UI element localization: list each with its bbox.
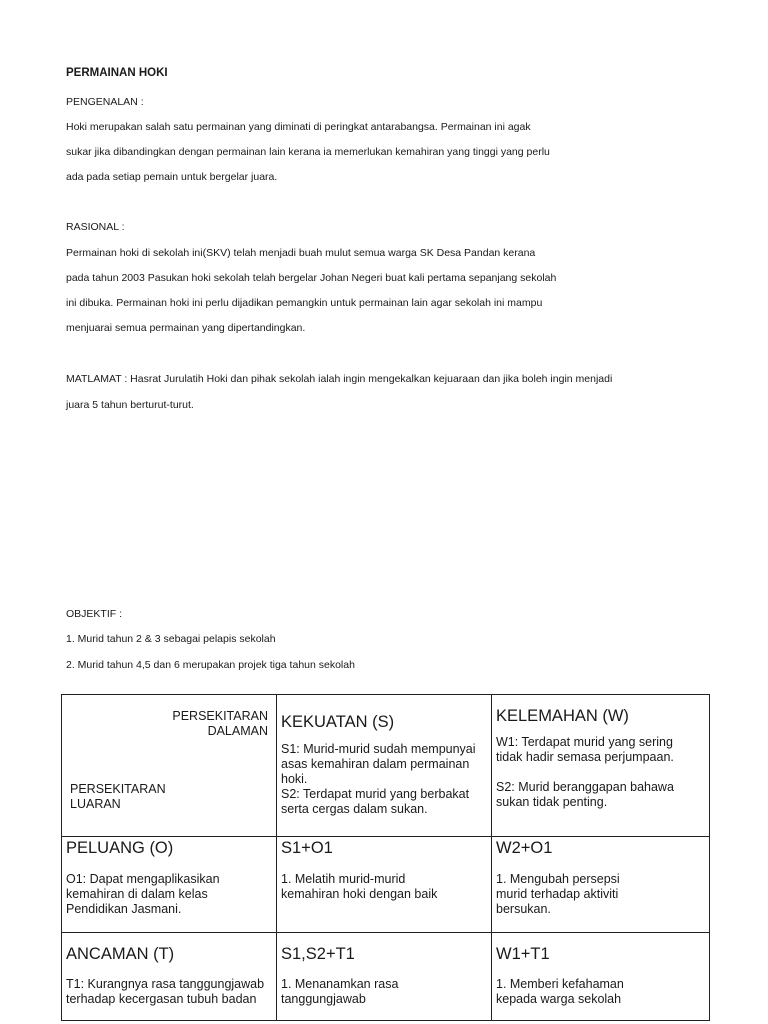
weaknesses-heading: KELEMAHAN (W)	[496, 707, 629, 725]
external-environment-label: PERSEKITARAN LUARAN	[70, 782, 166, 811]
weaknesses-cell	[492, 695, 710, 837]
st-strategy-heading: S1,S2+T1	[281, 945, 355, 963]
swot-corner-cell	[62, 695, 277, 837]
objektif-heading: OBJEKTIF :	[66, 608, 123, 620]
wo-strategy-body: 1. Mengubah persepsi murid terhadap aktiviti bersukan.	[496, 872, 620, 916]
so-strategy-heading: S1+O1	[281, 839, 333, 857]
strengths-body: S1: Murid-murid sudah mempunyai asas kemahiran dalam permainan hoki. S2: Terdapat murid yang berbakat serta cergas dalam sukan.	[281, 742, 476, 816]
rasional-line: menjuarai semua permainan yang dipertandingkan.	[66, 322, 306, 334]
pengenalan-line: sukar jika dibandingkan dengan permainan lain kerana ia memerlukan kemahiran yang tinggi yang perlu	[66, 146, 550, 158]
matlamat-line: juara 5 tahun berturut-turut.	[66, 399, 194, 411]
opportunities-body: O1: Dapat mengaplikasikan kemahiran di dalam kelas Pendidikan Jasmani.	[66, 872, 220, 916]
threats-heading: ANCAMAN (T)	[66, 945, 175, 963]
objektif-item: 1. Murid tahun 2 & 3 sebagai pelapis sekolah	[66, 633, 276, 645]
so-strategy-body: 1. Melatih murid-murid kemahiran hoki dengan baik	[281, 872, 438, 901]
so-strategy-cell	[277, 837, 492, 933]
strengths-cell	[277, 695, 492, 837]
st-strategy-cell	[277, 933, 492, 1021]
internal-environment-label: PERSEKITARAN DALAMAN	[172, 709, 268, 738]
wo-strategy-cell	[492, 837, 710, 933]
pengenalan-line: ada pada setiap pemain untuk bergelar juara.	[66, 171, 278, 183]
swot-row-internal	[62, 695, 710, 837]
pengenalan-line: Hoki merupakan salah satu permainan yang diminati di peringkat antarabangsa. Permainan ini agak	[66, 121, 531, 133]
objektif-item: 2. Murid tahun 4,5 dan 6 merupakan projek tiga tahun sekolah	[66, 659, 355, 671]
pengenalan-heading: PENGENALAN :	[66, 96, 144, 108]
rasional-heading: RASIONAL :	[66, 221, 125, 233]
rasional-line: pada tahun 2003 Pasukan hoki sekolah telah bergelar Johan Negeri buat kali pertama sepanjang sekolah	[66, 272, 557, 284]
wt-strategy-heading: W1+T1	[496, 945, 550, 963]
wt-strategy-cell	[492, 933, 710, 1021]
opportunities-heading: PELUANG (O)	[66, 839, 174, 857]
swot-table	[61, 694, 710, 1021]
document-title: PERMAINAN HOKI	[66, 67, 168, 79]
opportunities-cell	[62, 837, 277, 933]
threats-cell	[62, 933, 277, 1021]
matlamat-line: MATLAMAT : Hasrat Jurulatih Hoki dan pihak sekolah ialah ingin mengekalkan kejuaraan dan jika boleh ingin menjadi	[66, 373, 613, 385]
rasional-line: Permainan hoki di sekolah ini(SKV) telah menjadi buah mulut semua warga SK Desa Pandan kerana	[66, 247, 536, 259]
swot-row-opportunities	[62, 837, 710, 933]
swot-row-threats	[62, 933, 710, 1021]
weaknesses-body: W1: Terdapat murid yang sering tidak hadir semasa perjumpaan. S2: Murid beranggapan bahawa sukan tidak penting.	[496, 735, 674, 809]
threats-body: T1: Kurangnya rasa tanggungjawab terhadap kecergasan tubuh badan	[66, 977, 265, 1006]
strengths-heading: KEKUATAN (S)	[281, 713, 395, 731]
wt-strategy-body: 1. Memberi kefahaman kepada warga sekolah	[496, 977, 624, 1006]
wo-strategy-heading: W2+O1	[496, 839, 553, 857]
rasional-line: ini dibuka. Permainan hoki ini perlu dijadikan pemangkin untuk permainan lain agar sekolah ini mampu	[66, 297, 543, 309]
st-strategy-body: 1. Menanamkan rasa tanggungjawab	[281, 977, 399, 1006]
